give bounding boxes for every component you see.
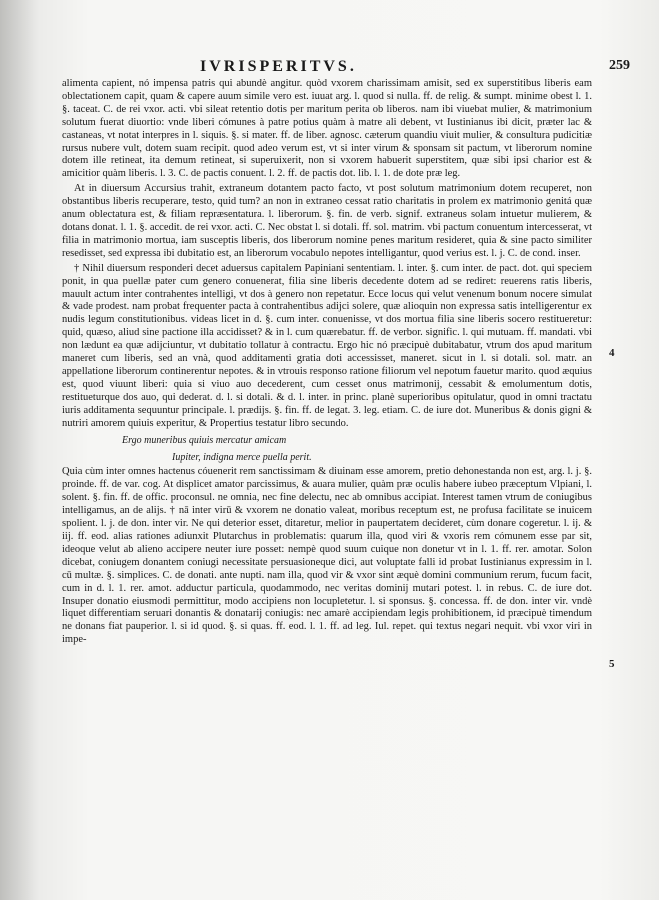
paragraph-1: alimenta capient, nó impensa patris qui abundè angitur. quòd vxorem charissimam amisit, sed ex superstitibus liberis eam oblectationem capit, quam & capere auum simile vero est. iuuat arg. l. quod si nulla. ff. de relig. & sumpt. minime obest l. 1. §. taceat. C. de rei vxor. acti. vbi sileat retentio dotis per maritum perita ob liberos. nam ibi viuebat mulier, & matrimonium solutum fuerat diuortio: vnde liberi cómunes à patre potius quàm à matre ali debent, vt Iustinianus ibi dicit, præter lac & castaneas, vt notat interpres in l. siquis. §. si mater. ff. de liber. agnosc. cæterum quandiu viuit mulier, & consultura pudicitiæ rursus nubere vult, dotem suam recipit. quod adeo verum est, vt si inter virum & sponsam sit pactum, vt liberorum nomine dotem ille retineat, ita demum retineat, si superuixerit, non si vxorem habuerit superstitem, quæ sibi ipsi charior est & amicitior quàm liberis. l. 3. C. de pactis conuent. l. 2. ff. de pactis dot. lib. l. 1. de dote præ leg. xyxy=(62,78,592,180)
margin-note-5: 5 xyxy=(609,658,615,670)
gutter-shadow xyxy=(0,0,38,900)
running-header xyxy=(50,58,630,78)
verse-line-2: Iupiter, indigna merce puella perit. xyxy=(172,452,312,464)
paragraph-4: Quia cùm inter omnes hactenus cóuenerit rem sanctissimam & diuinam esse amorem, pretio dehonestanda non est, arg. l. j. §. proinde. ff. de var. cog. At displicet amator parcissimus, & auara mulier, quàm præ oculis habere iubeo præceptum Vlpiani, l. solent. §. fin. ff. de offic. proconsul. ne omnia, nec fine delectu, nec ab omnibus accipiat. Interest tamen vtrum de coniugibus intelligamus, an de alijs. † nā inter virū & vxorem ne donatio valeat, moribus receptum est, ne profusa facilitate se inuicem spolient. l. j. de don. inter vir. Ne qui deterior esset, ditaretur, melior in paupertatem decideret, cùm donare cogeretur. l. ij. & iij. ff. eod. alias rationes adiunxit Plutarchus in problematis: quarum illa, quod viri & vxoris rem cómunem esse par sit, ideoque velut ab alieno accipere neuter iure posset: nempè quod suum cuique non donetur vt in l. 1. ff. rer. amotar. Solon dicebat, coniugem donantem coniugi necessitate persuasioneque dici, aut voluptate falli id probat Iustinianus expressim in l. cū multæ. §. simplices. C. de donati. ante nupti. nam illa, quod vir & vxor sint æquè domini communium rerum, fucum facit, cum in d. l. 1. rer. amot. adductur particula, quodammodo, nec veritas dominij mutari potest. l. in rebus. C. de iure dot. Insuper donatio eiusmodi permittitur, modo accipiens non locupletetur. l. si sponsus. §. concessa. ff. de don. inter vir. vndè liquet differentiam seruari donantis & donatarij coniugis: nec amarè accipiendam legis prohibitionem, id præcipuè timendum ne donans fiat pauperior. l. si id quod. §. si quas. ff. eod. l. 1. ff. ad leg. Iul. repet. qui textus negari nequit. vbi vxor viri in impe- xyxy=(62,466,592,646)
paragraph-2: At in diuersum Accursius trahit, extraneum dotantem pacto facto, vt post solutum matrimonium dotem recuperet, non obstantibus liberis recuperare, testo, quid tum? an non in extraneo cessat ratio charitatis in prolem ex matrimonio genitá quæ anum oblectatura est, & filiam repræsentatura. l. liberorum. §. fin. de verb. signif. extraneus solam intuetur mulierem, & dotans donat. l. 1. §. accedit. de rei vxor. acti. C. Nec obstat l. si dotali. ff. sol. matrim. vbi pactum conuentum intercesserat, vt filia in matrimonio mortua, iam susceptis liberis, dos liberorum nomine penes maritum resideret, quia & sine pacto similiter resedisset, sed expressa ibi dubitatio est, an liberorum vocabulo nepotes intelligantur, quod verius est. l. j. C. de cond. inser. xyxy=(62,183,592,259)
paragraph-3: † Nihil diuersum responderi decet aduersus capitalem Papiniani sententiam. l. inter. §. cum inter. de pact. dot. qui speciem ponit, in qua puellæ pater cum genero conuenerat, filia sine liberis decedente dotem ad se rediret: reuerens ratis liberis, mauult actum inter contrahentes intelligi, vt dos à genero non repetatur. Ecce locus qui velut venenum bonum nocere simulat & vade prodest. nam probat frequenter pacta à contrahentibus adijci solere, quæ alioquin non expressa satis intelligerentur ex nudis legum constitutionibus. videas licet in d. §. cum inter. conuenisse, vt dos mortua filia sine liberis socero restitueretur: quid, quæso, aliud sine pactione illa accidisset? & in l. cum quærebatur. ff. de verbor. signific. l. qui mutuam. ff. mandati. vbi non lædunt ea quæ adijciuntur, vt dubitatio tollatur à contractu. Ergo hic nó præcipuè dubitabatur, vtrum dos apud maritum maneret cum liberis, sed an vnà, quod additamenti gratia doti accessisset, maneret. sicut in l. si dotali. sol. matr. an appellatione liberorum continerentur nepotes. & in vtrouis responso ratione filiorum vel nepotum fauetur marito. quod æquius est, quod viuunt liberi: quia si viuo auo decederent, cum cesset onus matrimonij, cessabit & emolumentum dotis, restitueturque dos auo, qui dederat. d. l. si dotali. & d. l. inter. in princ. planè superioribus opitulatur, quod in omni tractatu iuris additamenta sequuntur principale. l. prædijs. §. fin. ff. de legat. 3. leg. etiam. C. de iure dot. Muneribus & donis gigni & nutriri amorem quiuis experitur, & Propertius testatur libro secundo. xyxy=(62,262,592,429)
text-block xyxy=(62,78,592,647)
verse-line-1: Ergo muneribus quiuis mercatur amicam xyxy=(122,435,287,447)
margin-note-4: 4 xyxy=(609,347,615,359)
running-title: IVRISPERITVS. xyxy=(200,58,357,75)
page-number: 259 xyxy=(609,58,630,73)
